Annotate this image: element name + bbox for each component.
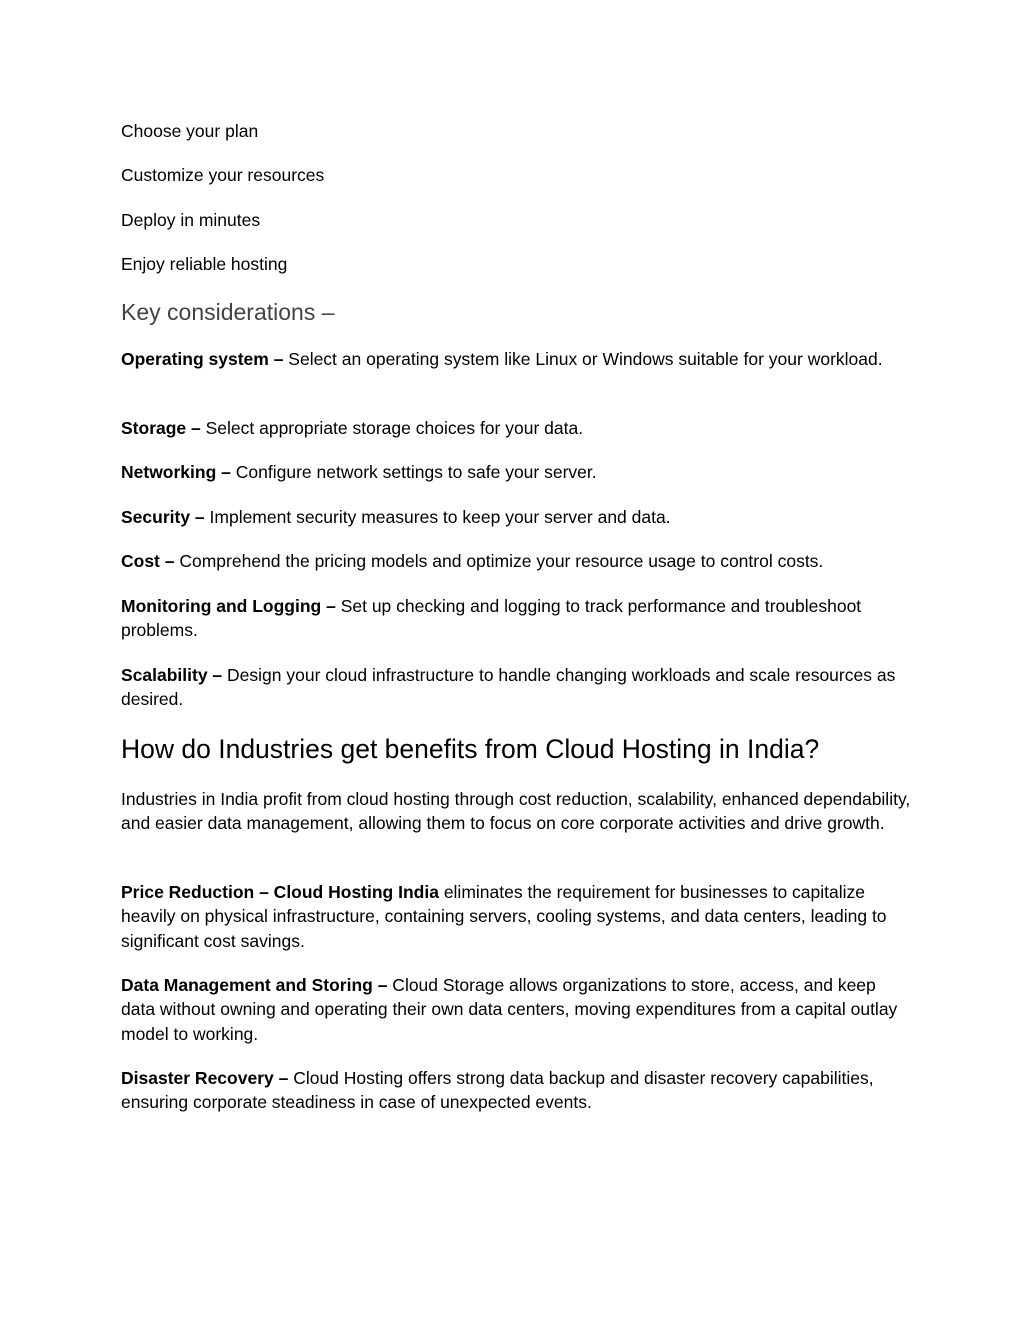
benefit-term: Price Reduction – Cloud Hosting India (121, 882, 439, 902)
industries-intro: Industries in India profit from cloud hosting through cost reduction, scalability, enhanced dependability, and easier data management, allowing them to focus on core corporate activities and drive growth. (121, 789, 911, 834)
benefit-term: Data Management and Storing – (121, 975, 388, 995)
step-customize-resources: Customize your resources (121, 165, 325, 185)
benefit-price-reduction (121, 880, 911, 953)
consideration-cost (121, 549, 911, 573)
industries-heading: How do Industries get benefits from Cloud Hosting in India? (121, 734, 820, 764)
consideration-text: Design your cloud infrastructure to handle changing workloads and scale resources as desired. (121, 665, 896, 710)
consideration-security (121, 505, 911, 529)
consideration-text: Configure network settings to safe your server. (230, 462, 597, 482)
consideration-term: Security – (121, 507, 205, 527)
consideration-term: Scalability – (121, 665, 223, 685)
consideration-text: Select an operating system like Linux or Windows suitable for your workload. (283, 349, 883, 369)
consideration-term: Operating system – (121, 349, 284, 369)
benefit-data-management (121, 973, 911, 1046)
benefit-disaster-recovery (121, 1066, 911, 1115)
benefit-term: Disaster Recovery – (121, 1068, 289, 1088)
benefit-text: Cloud Storage allows organizations to store, access, and keep data without owning and operating their own data centers, moving expenditures from a capital outlay model to working. (121, 975, 898, 1044)
step-deploy: Deploy in minutes (121, 210, 261, 230)
consideration-text: Set up checking and logging to track performance and troubleshoot problems. (121, 596, 862, 641)
consideration-operating-system (121, 347, 911, 371)
step-enjoy-hosting: Enjoy reliable hosting (121, 254, 288, 274)
benefit-text: Cloud Hosting offers strong data backup and disaster recovery capabilities, ensuring corporate steadiness in case of unexpected events. (121, 1068, 874, 1113)
consideration-text: Comprehend the pricing models and optimize your resource usage to control costs. (174, 551, 824, 571)
consideration-term: Networking – (121, 462, 231, 482)
step-choose-plan: Choose your plan (121, 121, 259, 141)
consideration-text: Implement security measures to keep your server and data. (204, 507, 671, 527)
consideration-storage (121, 416, 911, 440)
key-considerations-heading: Key considerations – (121, 299, 335, 325)
consideration-term: Monitoring and Logging – (121, 596, 336, 616)
consideration-monitoring-logging (121, 594, 911, 643)
consideration-text: Select appropriate storage choices for your data. (200, 418, 584, 438)
consideration-networking (121, 460, 911, 484)
consideration-term: Storage – (121, 418, 201, 438)
consideration-scalability (121, 663, 911, 712)
benefit-text: eliminates the requirement for businesses to capitalize heavily on physical infrastructure, containing servers, cooling systems, and data centers, leading to significant cost savings. (121, 882, 887, 951)
consideration-term: Cost – (121, 551, 175, 571)
